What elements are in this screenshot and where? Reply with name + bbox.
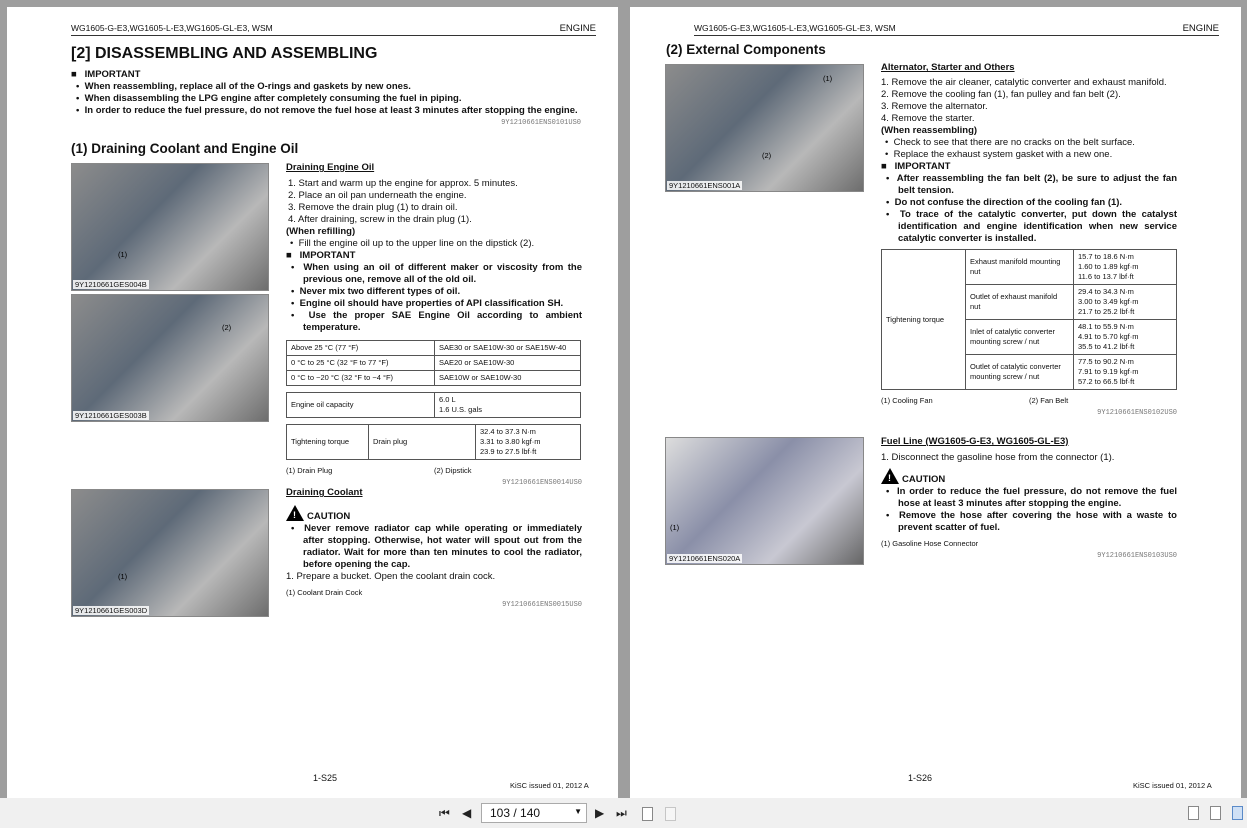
cell: SAE30 or SAE10W-30 or SAE15W-40 — [435, 341, 581, 356]
value: 1.60 to 1.89 kgf·m — [1078, 262, 1139, 271]
subheading: Draining Engine Oil — [286, 162, 375, 173]
section-name: ENGINE — [559, 23, 596, 34]
important-label: IMPORTANT — [894, 161, 951, 172]
value: 32.4 to 37.3 N·m — [480, 427, 536, 436]
cell: 0 °C to 25 °C (32 °F to 77 °F) — [287, 356, 435, 371]
callout: (1) — [670, 523, 680, 532]
caution-item: In order to reduce the fuel pressure, do not remove the fuel hose at least 3 minutes after stopping the engine. — [896, 486, 1178, 509]
step: 1. Start and warm up the engine for approx. 5 minutes. — [288, 178, 518, 189]
warning-icon — [881, 468, 899, 484]
value: 77.5 to 90.2 N·m — [1078, 357, 1134, 366]
important-item: Never mix two different types of oil. — [299, 286, 461, 297]
alternator-section: Alternator, Starter and Others 1. Remove the air cleaner, catalytic converter and exhaust manifold. 2. Remove the cooling fan (1), fan pulley and fan belt (2). 3. Remove the alternator. 4. Remove the starter. (When reassembling) • Check to see that there are no cracks on the belt surface. • Replace the exhaust system gasket with a new one. ■ IMPORTANT • After reassembling the fan belt (2), be sure to adjust the fan belt tension. • Do not confuse the direction of the cooling fan (1). • To trace of the catalytic converter, put down the catalyst identification and engine identification when new service catalytic converter is installed. Tightening torque Exhaust manifold mounting nut 15.7 to 18.6 N·m 1.60 to 1.89 kgf·m 11.6 to 13.7 lbf·ft Outlet of exhaust manifold nut 29.4 to 34.3 N·m 3.00 to 3.49 kgf·m 21.7 to 25.2 lbf·ft Inlet of catalytic converter mounting screw / nut 48.1 to 55.9 N·m 4.91 to 5.70 kgf·m 35.5 to 41.2 lbf·ft Outlet of catalytic converter mounting screw / nut 77.5 to 90.2 N·m 7.91 to 9.19 kgf·m 57.2 to 66.5 lbf·ft (1) Cooling Fan (2) Fan Belt 9Y1210661ENS0102US0 — [881, 62, 1177, 417]
callout: (2) — [222, 323, 232, 332]
important-item: When disassembling the LPG engine after completely consuming the fuel in piping. — [84, 93, 462, 104]
ref-code: 9Y1210661ENS0102US0 — [1097, 409, 1177, 417]
important-label: IMPORTANT — [84, 69, 141, 80]
next-page-button[interactable]: ▶ — [595, 806, 605, 820]
value: 15.7 to 18.6 N·m — [1078, 252, 1134, 261]
important-item: To trace of the catalytic converter, put down the catalyst identification and engine identification when new service catalytic converter is installed. — [898, 209, 1177, 244]
two-page-view-icon[interactable] — [1232, 806, 1243, 820]
image-caption: 9Y1210661ENS001A — [669, 181, 741, 190]
first-page-button[interactable]: ⏮ — [439, 806, 450, 820]
fit-page-icon[interactable] — [642, 807, 653, 821]
important-item: When reassembling, replace all of the O-rings and gaskets by new ones. — [84, 81, 411, 92]
draining-oil-section: Draining Engine Oil 1. Start and warm up the engine for approx. 5 minutes. 2. Place an oil pan underneath the engine. 3. Remove the drain plug (1) to drain oil. 4. After draining, screw in the drain plug (1). (When refilling) • Fill the engine oil up to the upper line on the dipstick (2). ■ IMPORTANT • When using an oil of different maker or viscosity from the previous one, remove all of the old oil. • Never mix two different types of oil. • Engine oil should have properties of API classification SH. • Use the proper SAE Engine Oil according to ambient temperature. Above 25 °C (77 °F) SAE30 or SAE10W-30 or SAE15W-40 0 °C to 25 °C (32 °F to 77 °F) SAE20 or SAE10W-30 0 °C to −20 °C (32 °F to −4 °F) SAE10W or SAE10W-30 Engine oil capacity 6.0 L 1.6 U.S. gals Tightening torque Drain plug 32.4 to 37.3 N·m 3.31 to 3.80 kgf·m 23.9 to 27.5 lbf·ft (1) Drain Plug (2) Dipstick 9Y1210661ENS0014US0 — [286, 162, 583, 487]
draining-coolant-section: Draining Coolant !CAUTION • Never remove radiator cap while operating or immediately after stopping. Otherwise, hot water will spout out from the radiator. Wait for more than ten minutes to cool the radiator, before opening the cap. 1. Prepare a bucket. Open the coolant drain cock. (1) Coolant Drain Cock 9Y1210661ENS0015US0 — [286, 487, 582, 611]
legend: (1) Drain Plug — [286, 466, 333, 475]
important-item: After reassembling the fan belt (2), be sure to adjust the fan belt tension. — [896, 173, 1177, 196]
page-selector[interactable] — [481, 803, 587, 823]
engine-photo — [665, 64, 864, 192]
step: 1. Prepare a bucket. Open the coolant drain cock. — [286, 571, 496, 582]
subheading: (When reassembling) — [881, 125, 978, 136]
value: 29.4 to 34.3 N·m — [1078, 287, 1134, 296]
subheading: Alternator, Starter and Others — [881, 62, 1015, 73]
issue-note: KiSC issued 01, 2012 A — [1133, 781, 1212, 790]
cell: Tightening torque — [287, 425, 369, 460]
instruction: Replace the exhaust system gasket with a new one. — [893, 149, 1113, 160]
legend: (2) Fan Belt — [1029, 396, 1069, 405]
step: 2. Place an oil pan underneath the engine. — [288, 190, 467, 201]
torque-table — [286, 424, 581, 460]
last-page-button[interactable]: ⏭ — [616, 806, 627, 820]
image-caption: 9Y1210661GES003D — [75, 606, 148, 615]
doc-title: WG1605-G-E3,WG1605-L-E3,WG1605-GL-E3, WSM — [71, 23, 273, 33]
value: 6.0 L — [439, 395, 456, 404]
page-number: 1-S26 — [908, 773, 933, 783]
engine-photo — [71, 489, 269, 617]
torque-table — [881, 249, 1177, 390]
prev-page-button[interactable]: ◀ — [462, 806, 472, 820]
legend: (1) Coolant Drain Cock — [286, 588, 363, 597]
right-page — [630, 7, 1241, 798]
chevron-down-icon: ▼ — [574, 807, 582, 816]
important-item: Engine oil should have properties of API classification SH. — [299, 298, 564, 309]
cell: Exhaust manifold mounting nut — [966, 250, 1074, 285]
page-number: 1-S25 — [313, 773, 338, 783]
image-caption: 9Y1210661GES003B — [75, 411, 147, 420]
value: 48.1 to 55.9 N·m — [1078, 322, 1134, 331]
caution-item: Remove the hose after covering the hose with a waste to prevent scatter of fuel. — [898, 510, 1177, 533]
step: 2. Remove the cooling fan (1), fan pulley and fan belt (2). — [881, 89, 1121, 100]
caution-item: Never remove radiator cap while operating or immediately after stopping. Otherwise, hot water will spout out from the radiator. Wait for more than ten minutes to cool the radiator, before opening the cap. — [303, 523, 582, 570]
value: 11.6 to 13.7 lbf·ft — [1078, 272, 1134, 281]
important-block: ■ IMPORTANT • When reassembling, replace all of the O-rings and gaskets by new ones. • When disassembling the LPG engine after completely consuming the fuel in piping. • In order to reduce the fuel pressure, do not remove the fuel hose at least 3 minutes after stopping the engine. 9Y1210661ENS0101US0 — [71, 69, 581, 127]
cell: Engine oil capacity — [287, 393, 435, 418]
page-header — [694, 23, 1219, 36]
value: 57.2 to 66.5 lbf·ft — [1078, 377, 1135, 386]
callout: (1) — [823, 74, 833, 83]
important-item: In order to reduce the fuel pressure, do not remove the fuel hose at least 3 minutes after stopping the engine. — [84, 105, 578, 116]
value: 21.7 to 25.2 lbf·ft — [1078, 307, 1135, 316]
step: 4. After draining, screw in the drain plug (1). — [288, 214, 472, 225]
diagram-image — [665, 437, 864, 565]
value: 4.91 to 5.70 kgf·m — [1078, 332, 1139, 341]
legend: (1) Cooling Fan — [881, 396, 933, 405]
viewer-toolbar — [0, 798, 1247, 828]
cell: SAE10W or SAE10W-30 — [435, 371, 581, 386]
important-item: When using an oil of different maker or viscosity from the previous one, remove all of the old oil. — [303, 262, 583, 285]
doc-title: WG1605-G-E3,WG1605-L-E3,WG1605-GL-E3, WSM — [694, 23, 896, 33]
ref-code: 9Y1210661ENS0103US0 — [1097, 552, 1177, 560]
cell: 0 °C to −20 °C (32 °F to −4 °F) — [287, 371, 435, 386]
oil-capacity-table — [286, 392, 581, 418]
image-caption: 9Y1210661GES004B — [75, 280, 147, 289]
cell: Tightening torque — [882, 250, 966, 390]
instruction: Check to see that there are no cracks on the belt surface. — [893, 137, 1135, 148]
fuel-line-section: Fuel Line (WG1605-G-E3, WG1605-GL-E3) 1. Disconnect the gasoline hose from the connector (1). !CAUTION • In order to reduce the fuel pressure, do not remove the fuel hose at least 3 minutes after stopping the engine. • Remove the hose after covering the hose with a waste to prevent scatter of fuel. (1) Gasoline Hose Connector 9Y1210661ENS0103US0 — [881, 436, 1177, 562]
instruction: Fill the engine oil up to the upper line on the dipstick (2). — [298, 238, 535, 249]
callout: (2) — [762, 151, 772, 160]
ref-code: 9Y1210661ENS0015US0 — [502, 601, 582, 609]
page-title: [2] DISASSEMBLING AND ASSEMBLING — [71, 45, 378, 62]
page-header — [71, 23, 596, 36]
oil-temp-table — [286, 340, 581, 386]
callout: (1) — [118, 250, 128, 259]
cell: Outlet of catalytic converter mounting screw / nut — [966, 355, 1074, 390]
subheading: (When refilling) — [286, 226, 356, 237]
cell: Drain plug — [369, 425, 476, 460]
ref-code: 9Y1210661ENS0014US0 — [502, 479, 582, 487]
cell: SAE20 or SAE10W-30 — [435, 356, 581, 371]
legend: (1) Gasoline Hose Connector — [881, 539, 979, 548]
cell: Inlet of catalytic converter mounting screw / nut — [966, 320, 1074, 355]
step: 1. Remove the air cleaner, catalytic converter and exhaust manifold. — [881, 77, 1167, 88]
issue-note: KiSC issued 01, 2012 A — [510, 781, 589, 790]
important-item: Use the proper SAE Engine Oil according to ambient temperature. — [303, 310, 582, 333]
value: 7.91 to 9.19 kgf·m — [1078, 367, 1139, 376]
important-label: IMPORTANT — [299, 250, 356, 261]
caution-label: CAUTION — [902, 474, 946, 485]
caution-label: CAUTION — [307, 511, 351, 522]
value: 3.31 to 3.80 kgf·m — [480, 437, 541, 446]
single-page-view-icon[interactable] — [1188, 806, 1199, 820]
subheading: Draining Coolant — [286, 487, 363, 498]
engine-photo — [71, 163, 269, 291]
section-name: ENGINE — [1182, 23, 1219, 34]
left-page — [7, 7, 618, 798]
cell: Outlet of exhaust manifold nut — [966, 285, 1074, 320]
section-subtitle: (2) External Components — [666, 42, 826, 57]
section-subtitle: (1) Draining Coolant and Engine Oil — [71, 141, 299, 156]
value: 23.9 to 27.5 lbf·ft — [480, 447, 537, 456]
continuous-view-icon[interactable] — [1210, 806, 1221, 820]
step: 4. Remove the starter. — [881, 113, 975, 124]
image-caption: 9Y1210661ENS020A — [669, 554, 741, 563]
subheading: Fuel Line (WG1605-G-E3, WG1605-GL-E3) — [881, 436, 1069, 447]
engine-photo — [71, 294, 269, 422]
cell: Above 25 °C (77 °F) — [287, 341, 435, 356]
value: 35.5 to 41.2 lbf·ft — [1078, 342, 1135, 351]
ref-code: 9Y1210661ENS0101US0 — [501, 119, 581, 127]
value: 3.00 to 3.49 kgf·m — [1078, 297, 1139, 306]
important-item: Do not confuse the direction of the cooling fan (1). — [894, 197, 1123, 208]
fit-width-icon[interactable] — [665, 807, 676, 821]
page-value: 103 / 140 — [490, 806, 541, 820]
warning-icon — [286, 505, 304, 521]
step: 3. Remove the drain plug (1) to drain oil. — [288, 202, 458, 213]
legend: (2) Dipstick — [434, 466, 472, 475]
step: 3. Remove the alternator. — [881, 101, 988, 112]
callout: (1) — [118, 572, 128, 581]
step: 1. Disconnect the gasoline hose from the connector (1). — [881, 452, 1115, 463]
value: 1.6 U.S. gals — [439, 405, 482, 414]
